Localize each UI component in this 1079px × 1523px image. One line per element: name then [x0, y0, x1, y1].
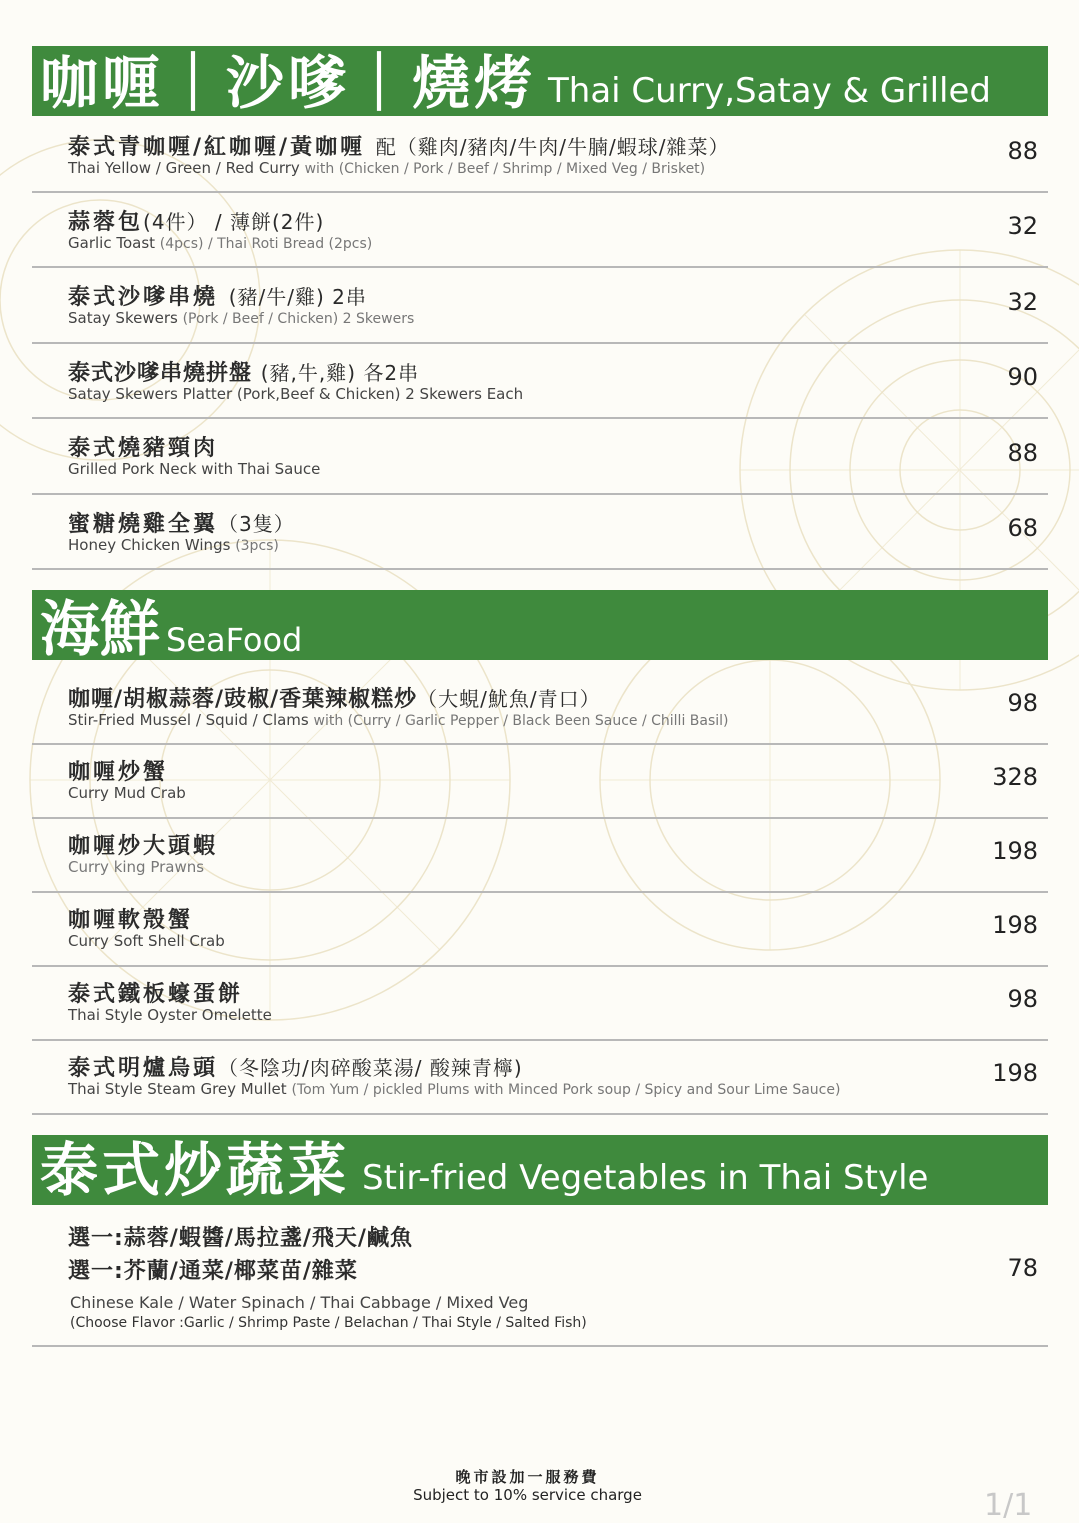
item-flavor-en: (Choose Flavor :Garlic / Shrimp Paste / Belachan / Thai Style / Salted Fish): [70, 1315, 587, 1331]
item-price: 88: [1007, 137, 1038, 165]
menu-item: [32, 118, 1048, 193]
item-price: 198: [992, 837, 1038, 865]
item-price: 32: [1007, 212, 1038, 240]
item-name-zh: 泰式燒豬頸肉: [68, 436, 219, 461]
menu-item: [32, 819, 1048, 893]
item-name-en: Curry Mud Crab: [68, 784, 186, 802]
item-option-flavor: 選一:蒜蓉/蝦醬/馬拉盞/飛天/鹹魚: [68, 1226, 413, 1251]
menu-item: [32, 193, 1048, 268]
item-name-en: Curry king Prawns: [68, 858, 205, 876]
menu-item: [32, 967, 1048, 1041]
item-option-vegetable: 選一:芥蘭/通菜/椰菜苗/雜菜: [68, 1259, 358, 1284]
item-name-zh: 泰式沙嗲串燒拼盤 (豬,牛,雞) 各2串: [68, 361, 420, 386]
item-price: 98: [1007, 985, 1038, 1013]
item-name-zh: 泰式青咖喱/紅咖喱/黃咖喱 配（雞肉/豬肉/牛肉/牛腩/蝦球/雜菜）: [68, 135, 730, 160]
item-price: 88: [1007, 439, 1038, 467]
item-price: 90: [1007, 363, 1038, 391]
menu-item: [32, 495, 1048, 570]
service-charge-en: Subject to 10% service charge: [413, 1486, 642, 1504]
item-name-en: Garlic Toast (4pcs) / Thai Roti Bread (2pcs): [68, 234, 373, 252]
item-name-zh: 咖喱炒蟹: [68, 760, 169, 785]
item-price: 78: [1007, 1254, 1038, 1282]
item-name-en: Curry Soft Shell Crab: [68, 932, 225, 950]
item-price: 198: [992, 911, 1038, 939]
item-name-en: Honey Chicken Wings (3pcs): [68, 536, 279, 554]
service-charge-zh: 晚市設加一服務費: [455, 1468, 600, 1486]
section-header-seafood: [32, 590, 1048, 660]
menu-item: [32, 670, 1048, 745]
item-price: 328: [992, 763, 1038, 791]
section-header-curry: [32, 46, 1048, 116]
item-name-zh: 蒜蓉包(4件） / 薄餅(2件): [68, 210, 325, 235]
item-price: 32: [1007, 288, 1038, 316]
item-name-en: Satay Skewers Platter (Pork,Beef & Chicken) 2 Skewers Each: [68, 385, 524, 403]
item-name-zh: 咖喱炒大頭蝦: [68, 834, 219, 859]
item-name-en: Thai Yellow / Green / Red Curry with (Chicken / Pork / Beef / Shrimp / Mixed Veg / Brisket): [68, 159, 706, 177]
item-name-zh: 泰式鐵板蠔蛋餅: [68, 982, 244, 1007]
item-name-zh: 蜜糖燒雞全翼（3隻）: [68, 512, 295, 537]
item-price: 198: [992, 1059, 1038, 1087]
menu-item: [32, 268, 1048, 344]
section-header-vegetables: [32, 1135, 1048, 1205]
section-title-zh: 咖喱｜沙嗲｜燒烤: [40, 49, 537, 116]
item-name-zh: 泰式明爐烏頭（冬陰功/肉碎酸菜湯/ 酸辣青檸): [68, 1056, 523, 1081]
section-title-en: Stir-fried Vegetables in Thai Style: [362, 1158, 929, 1198]
section-title-zh: 海鮮: [40, 595, 160, 660]
section-title-en: Thai Curry,Satay & Grilled: [548, 71, 991, 111]
item-name-en: Grilled Pork Neck with Thai Sauce: [68, 460, 321, 478]
item-price: 68: [1007, 514, 1038, 542]
menu-item: [32, 893, 1048, 967]
item-name-en: Thai Style Steam Grey Mullet (Tom Yum / pickled Plums with Minced Pork soup / Spicy and Sour Lime Sauce): [68, 1080, 841, 1098]
item-name-en: Stir-Fried Mussel / Squid / Clams with (Curry / Garlic Pepper / Black Been Sauce / Chilli Basil): [68, 711, 729, 729]
menu-item: [32, 419, 1048, 495]
item-name-en: Thai Style Oyster Omelette: [68, 1006, 272, 1024]
item-name-zh: 咖喱軟殼蟹: [68, 908, 194, 933]
item-price: 98: [1007, 689, 1038, 717]
item-name-zh: 泰式沙嗲串燒 (豬/牛/雞) 2串: [68, 285, 367, 310]
item-name-en: Chinese Kale / Water Spinach / Thai Cabbage / Mixed Veg: [70, 1293, 529, 1312]
menu-item: [32, 1041, 1048, 1115]
section-title-en: SeaFood: [166, 621, 303, 659]
item-name-zh: 咖喱/胡椒蒜蓉/豉椒/香葉辣椒糕炒（大蜆/魷魚/青口）: [68, 687, 601, 712]
page-number: 1/1: [984, 1488, 1033, 1523]
section-title-zh: 泰式炒蔬菜: [40, 1136, 351, 1204]
menu-item: [32, 745, 1048, 819]
menu-item: [32, 344, 1048, 419]
item-name-en: Satay Skewers (Pork / Beef / Chicken) 2 Skewers: [68, 309, 415, 327]
menu-item: [32, 1205, 1048, 1347]
